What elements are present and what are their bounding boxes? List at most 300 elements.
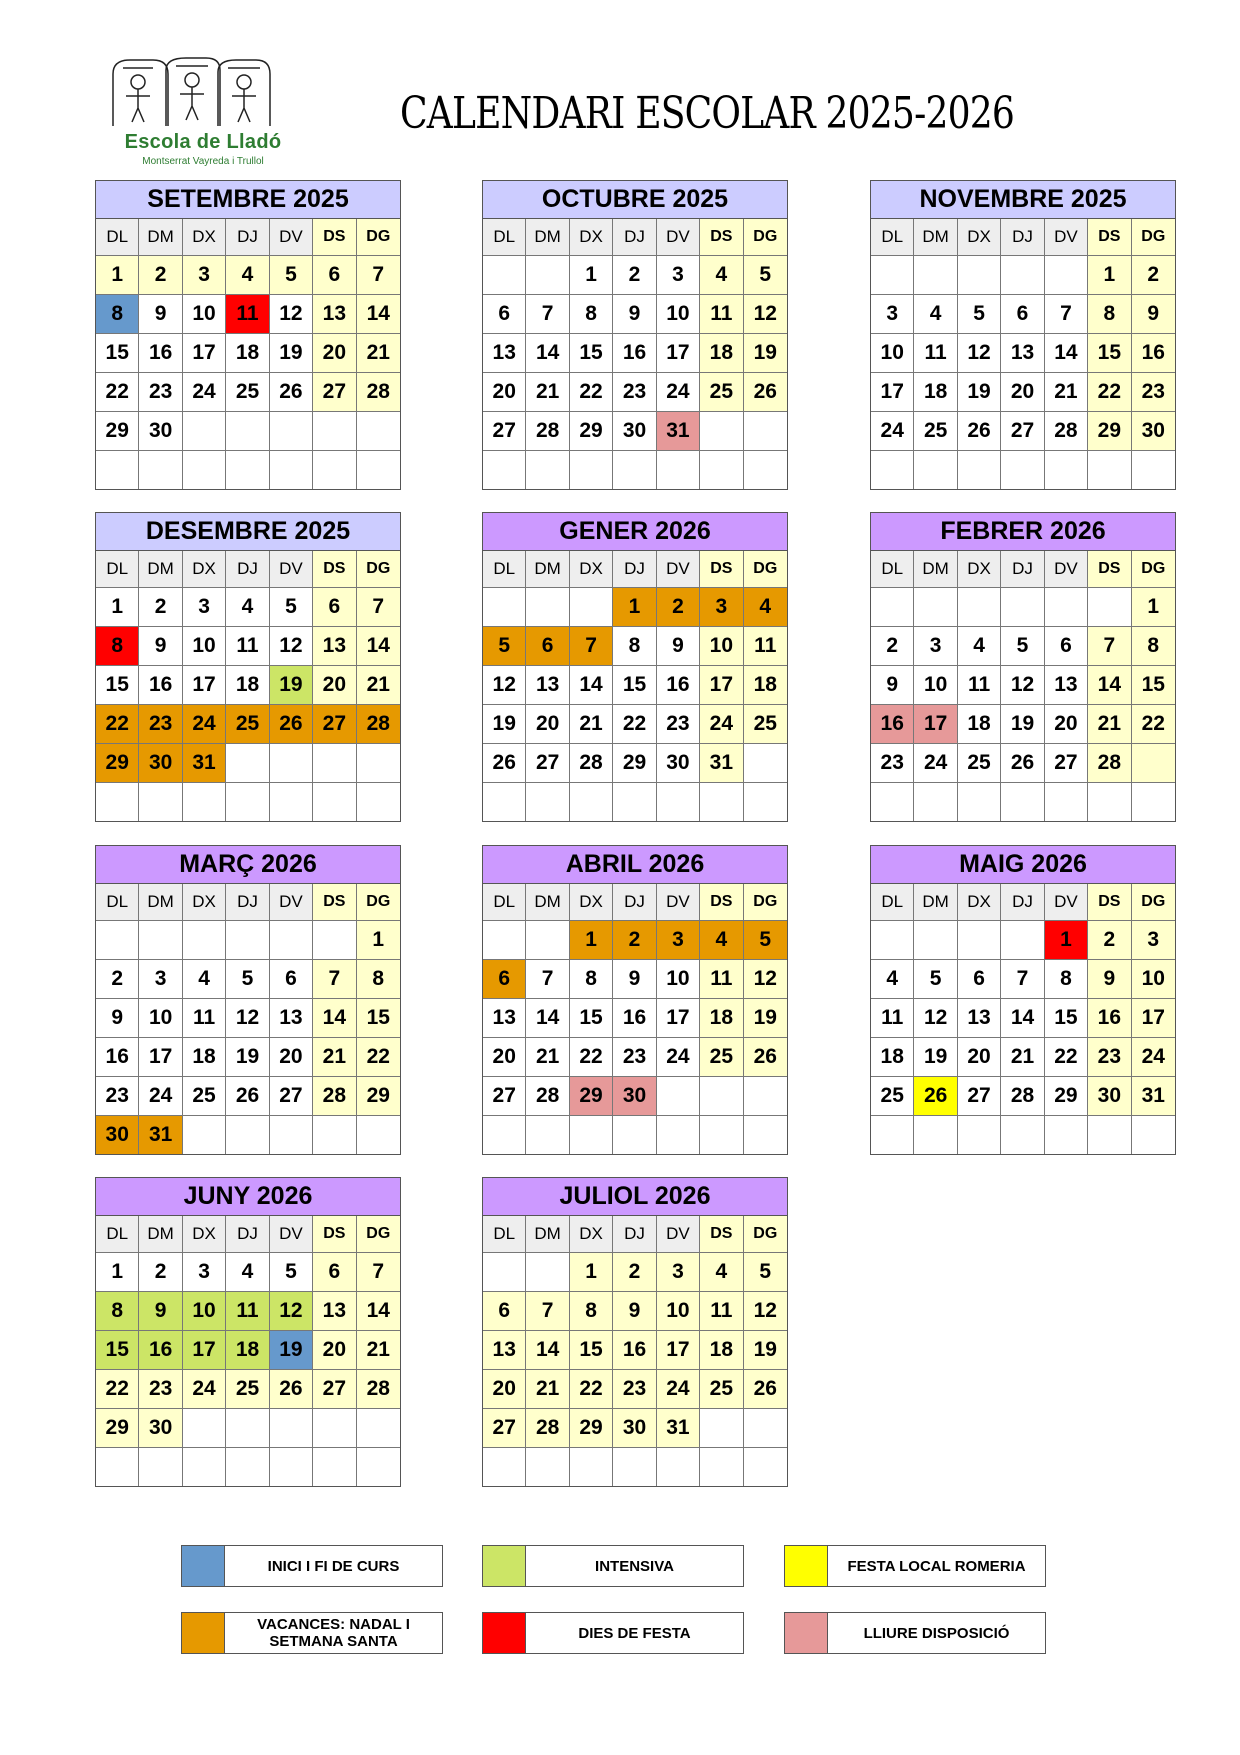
empty-cell bbox=[657, 1448, 700, 1486]
day-cell: 5 bbox=[914, 960, 957, 999]
empty-cell bbox=[1045, 1116, 1088, 1154]
day-cell: 18 bbox=[700, 1331, 743, 1370]
day-cell: 24 bbox=[657, 373, 700, 412]
day-cell: 11 bbox=[226, 627, 269, 666]
day-cell: 25 bbox=[958, 744, 1001, 783]
empty-cell bbox=[744, 744, 787, 783]
day-cell: 28 bbox=[313, 1077, 356, 1116]
day-cell: 6 bbox=[1045, 627, 1088, 666]
day-cell: 12 bbox=[270, 627, 313, 666]
empty-cell bbox=[270, 1409, 313, 1448]
day-cell: 18 bbox=[226, 334, 269, 373]
empty-cell bbox=[657, 1077, 700, 1116]
day-cell: 30 bbox=[613, 412, 656, 451]
day-cell: 23 bbox=[657, 705, 700, 744]
children-drawing-icon bbox=[108, 56, 278, 128]
empty-cell bbox=[871, 921, 914, 960]
day-cell: 16 bbox=[139, 1331, 182, 1370]
day-cell: 8 bbox=[1088, 295, 1131, 334]
empty-cell bbox=[1045, 256, 1088, 295]
day-cell: 21 bbox=[526, 373, 569, 412]
day-cell: 2 bbox=[139, 1253, 182, 1292]
empty-cell bbox=[1132, 1116, 1175, 1154]
weekday-header: DL bbox=[483, 884, 526, 921]
day-cell: 6 bbox=[483, 960, 526, 999]
day-cell: 5 bbox=[744, 1253, 787, 1292]
weekday-header: DJ bbox=[1001, 551, 1044, 588]
day-cell: 22 bbox=[1132, 705, 1175, 744]
day-cell: 19 bbox=[270, 666, 313, 705]
empty-cell bbox=[1045, 451, 1088, 489]
day-cell: 15 bbox=[96, 666, 139, 705]
weekday-header: DV bbox=[657, 1216, 700, 1253]
day-cell: 14 bbox=[526, 1331, 569, 1370]
day-cell: 18 bbox=[914, 373, 957, 412]
day-cell: 21 bbox=[357, 1331, 400, 1370]
empty-cell bbox=[483, 783, 526, 821]
day-cell: 15 bbox=[1132, 666, 1175, 705]
day-cell: 7 bbox=[357, 588, 400, 627]
legend-label: VACANCES: NADAL I SETMANA SANTA bbox=[257, 1616, 410, 1650]
empty-cell bbox=[657, 783, 700, 821]
day-cell: 24 bbox=[1132, 1038, 1175, 1077]
day-cell: 30 bbox=[613, 1077, 656, 1116]
month-calendar bbox=[870, 180, 1176, 490]
weekday-header: DJ bbox=[226, 219, 269, 256]
day-cell: 31 bbox=[139, 1116, 182, 1154]
day-cell: 19 bbox=[744, 1331, 787, 1370]
weekday-header: DX bbox=[183, 1216, 226, 1253]
weekday-header: DM bbox=[139, 551, 182, 588]
day-cell: 7 bbox=[526, 295, 569, 334]
day-cell: 3 bbox=[183, 256, 226, 295]
day-cell: 8 bbox=[96, 627, 139, 666]
day-cell: 29 bbox=[1088, 412, 1131, 451]
day-cell: 17 bbox=[1132, 999, 1175, 1038]
day-cell: 16 bbox=[613, 1331, 656, 1370]
empty-cell bbox=[958, 451, 1001, 489]
day-cell: 19 bbox=[958, 373, 1001, 412]
weekday-header: DL bbox=[483, 551, 526, 588]
day-cell: 25 bbox=[226, 1370, 269, 1409]
empty-cell bbox=[744, 783, 787, 821]
day-cell: 9 bbox=[871, 666, 914, 705]
day-cell: 19 bbox=[270, 1331, 313, 1370]
weekday-header: DS bbox=[1088, 551, 1131, 588]
day-cell: 9 bbox=[139, 1292, 182, 1331]
day-cell: 16 bbox=[613, 999, 656, 1038]
empty-cell bbox=[226, 783, 269, 821]
weekday-header: DS bbox=[313, 219, 356, 256]
day-cell: 22 bbox=[1045, 1038, 1088, 1077]
month-days-grid bbox=[871, 884, 1175, 1154]
day-cell: 14 bbox=[313, 999, 356, 1038]
day-cell: 12 bbox=[226, 999, 269, 1038]
day-cell: 13 bbox=[313, 627, 356, 666]
legend-item bbox=[181, 1612, 443, 1654]
day-cell: 13 bbox=[1045, 666, 1088, 705]
empty-cell bbox=[483, 1448, 526, 1486]
day-cell: 14 bbox=[1088, 666, 1131, 705]
empty-cell bbox=[313, 744, 356, 783]
page-title: CALENDARI ESCOLAR 2025-2026 bbox=[400, 88, 1014, 139]
day-cell: 22 bbox=[570, 373, 613, 412]
day-cell: 14 bbox=[526, 999, 569, 1038]
weekday-header: DJ bbox=[613, 219, 656, 256]
day-cell: 6 bbox=[483, 295, 526, 334]
weekday-header: DX bbox=[183, 884, 226, 921]
empty-cell bbox=[958, 256, 1001, 295]
month-calendar bbox=[482, 180, 788, 490]
empty-cell bbox=[183, 921, 226, 960]
empty-cell bbox=[570, 451, 613, 489]
empty-cell bbox=[526, 1116, 569, 1154]
day-cell: 10 bbox=[183, 1292, 226, 1331]
empty-cell bbox=[139, 783, 182, 821]
day-cell: 17 bbox=[700, 666, 743, 705]
day-cell: 1 bbox=[96, 588, 139, 627]
empty-cell bbox=[744, 1077, 787, 1116]
month-days-grid bbox=[96, 219, 400, 489]
weekday-header: DX bbox=[570, 551, 613, 588]
weekday-header: DX bbox=[570, 219, 613, 256]
empty-cell bbox=[96, 921, 139, 960]
day-cell: 23 bbox=[613, 1038, 656, 1077]
day-cell: 27 bbox=[1001, 412, 1044, 451]
empty-cell bbox=[613, 1116, 656, 1154]
day-cell: 28 bbox=[526, 412, 569, 451]
legend-label: FESTA LOCAL ROMERIA bbox=[847, 1557, 1026, 1575]
empty-cell bbox=[700, 1116, 743, 1154]
day-cell: 17 bbox=[657, 1331, 700, 1370]
day-cell: 12 bbox=[270, 295, 313, 334]
day-cell: 10 bbox=[657, 295, 700, 334]
day-cell: 27 bbox=[483, 1077, 526, 1116]
day-cell: 9 bbox=[139, 295, 182, 334]
day-cell: 6 bbox=[313, 256, 356, 295]
weekday-header: DX bbox=[570, 1216, 613, 1253]
day-cell: 1 bbox=[613, 588, 656, 627]
month-title: JULIOL 2026 bbox=[483, 1178, 787, 1216]
day-cell: 19 bbox=[1001, 705, 1044, 744]
month-title: FEBRER 2026 bbox=[871, 513, 1175, 551]
day-cell: 6 bbox=[483, 1292, 526, 1331]
empty-cell bbox=[700, 1077, 743, 1116]
weekday-header: DL bbox=[96, 551, 139, 588]
day-cell: 20 bbox=[483, 1370, 526, 1409]
day-cell: 4 bbox=[871, 960, 914, 999]
day-cell: 3 bbox=[1132, 921, 1175, 960]
day-cell: 9 bbox=[613, 960, 656, 999]
day-cell: 5 bbox=[958, 295, 1001, 334]
day-cell: 25 bbox=[914, 412, 957, 451]
day-cell: 12 bbox=[744, 960, 787, 999]
weekday-header: DS bbox=[1088, 219, 1131, 256]
day-cell: 13 bbox=[958, 999, 1001, 1038]
day-cell: 7 bbox=[526, 960, 569, 999]
day-cell: 29 bbox=[613, 744, 656, 783]
month-calendar bbox=[482, 512, 788, 822]
day-cell: 7 bbox=[1001, 960, 1044, 999]
empty-cell bbox=[526, 921, 569, 960]
day-cell: 26 bbox=[744, 373, 787, 412]
day-cell: 18 bbox=[226, 666, 269, 705]
day-cell: 15 bbox=[1088, 334, 1131, 373]
day-cell: 24 bbox=[914, 744, 957, 783]
empty-cell bbox=[270, 451, 313, 489]
day-cell: 26 bbox=[270, 1370, 313, 1409]
day-cell: 11 bbox=[226, 295, 269, 334]
empty-cell bbox=[226, 921, 269, 960]
empty-cell bbox=[183, 412, 226, 451]
day-cell: 24 bbox=[871, 412, 914, 451]
month-days-grid bbox=[483, 884, 787, 1154]
day-cell: 13 bbox=[526, 666, 569, 705]
day-cell: 21 bbox=[1088, 705, 1131, 744]
empty-cell bbox=[526, 1448, 569, 1486]
weekday-header: DG bbox=[357, 1216, 400, 1253]
day-cell: 2 bbox=[1132, 256, 1175, 295]
empty-cell bbox=[958, 783, 1001, 821]
day-cell: 8 bbox=[613, 627, 656, 666]
day-cell: 28 bbox=[1088, 744, 1131, 783]
weekday-header: DG bbox=[744, 219, 787, 256]
day-cell: 3 bbox=[871, 295, 914, 334]
day-cell: 17 bbox=[871, 373, 914, 412]
day-cell: 29 bbox=[96, 744, 139, 783]
day-cell: 8 bbox=[357, 960, 400, 999]
day-cell: 1 bbox=[570, 1253, 613, 1292]
day-cell: 4 bbox=[226, 588, 269, 627]
day-cell: 18 bbox=[958, 705, 1001, 744]
day-cell: 9 bbox=[613, 1292, 656, 1331]
day-cell: 22 bbox=[570, 1038, 613, 1077]
day-cell: 4 bbox=[700, 256, 743, 295]
empty-cell bbox=[526, 588, 569, 627]
day-cell: 15 bbox=[96, 334, 139, 373]
weekday-header: DV bbox=[270, 551, 313, 588]
weekday-header: DJ bbox=[226, 1216, 269, 1253]
day-cell: 25 bbox=[700, 1370, 743, 1409]
month-days-grid bbox=[483, 1216, 787, 1486]
weekday-header: DG bbox=[357, 551, 400, 588]
empty-cell bbox=[1132, 783, 1175, 821]
weekday-header: DJ bbox=[226, 551, 269, 588]
day-cell: 20 bbox=[270, 1038, 313, 1077]
day-cell: 14 bbox=[1001, 999, 1044, 1038]
empty-cell bbox=[914, 451, 957, 489]
day-cell: 10 bbox=[657, 1292, 700, 1331]
empty-cell bbox=[914, 1116, 957, 1154]
day-cell: 7 bbox=[357, 256, 400, 295]
day-cell: 26 bbox=[958, 412, 1001, 451]
day-cell: 28 bbox=[357, 1370, 400, 1409]
empty-cell bbox=[357, 1448, 400, 1486]
weekday-header: DM bbox=[526, 551, 569, 588]
month-calendar bbox=[95, 1177, 401, 1487]
empty-cell bbox=[914, 783, 957, 821]
day-cell: 2 bbox=[96, 960, 139, 999]
day-cell: 24 bbox=[183, 705, 226, 744]
empty-cell bbox=[96, 1448, 139, 1486]
weekday-header: DG bbox=[357, 219, 400, 256]
legend-label: LLIURE DISPOSICIÓ bbox=[863, 1624, 1010, 1642]
day-cell: 9 bbox=[1088, 960, 1131, 999]
day-cell: 15 bbox=[570, 334, 613, 373]
day-cell: 10 bbox=[657, 960, 700, 999]
weekday-header: DJ bbox=[613, 884, 656, 921]
day-cell: 25 bbox=[700, 373, 743, 412]
day-cell: 7 bbox=[313, 960, 356, 999]
day-cell: 24 bbox=[139, 1077, 182, 1116]
empty-cell bbox=[183, 1448, 226, 1486]
day-cell: 24 bbox=[657, 1038, 700, 1077]
month-title: MAIG 2026 bbox=[871, 846, 1175, 884]
legend-item bbox=[482, 1612, 744, 1654]
day-cell: 12 bbox=[744, 295, 787, 334]
day-cell: 18 bbox=[183, 1038, 226, 1077]
day-cell: 21 bbox=[1045, 373, 1088, 412]
empty-cell bbox=[526, 783, 569, 821]
day-cell: 9 bbox=[613, 295, 656, 334]
day-cell: 29 bbox=[96, 412, 139, 451]
weekday-header: DG bbox=[1132, 551, 1175, 588]
day-cell: 22 bbox=[570, 1370, 613, 1409]
day-cell: 8 bbox=[1045, 960, 1088, 999]
month-calendar bbox=[95, 845, 401, 1155]
day-cell: 12 bbox=[958, 334, 1001, 373]
weekday-header: DX bbox=[958, 884, 1001, 921]
empty-cell bbox=[700, 451, 743, 489]
weekday-header: DM bbox=[914, 551, 957, 588]
day-cell: 16 bbox=[657, 666, 700, 705]
day-cell: 21 bbox=[357, 666, 400, 705]
day-cell: 28 bbox=[1045, 412, 1088, 451]
day-cell: 11 bbox=[914, 334, 957, 373]
day-cell: 5 bbox=[226, 960, 269, 999]
day-cell: 1 bbox=[1045, 921, 1088, 960]
empty-cell bbox=[526, 1253, 569, 1292]
day-cell: 10 bbox=[914, 666, 957, 705]
weekday-header: DV bbox=[657, 551, 700, 588]
month-calendar bbox=[482, 845, 788, 1155]
day-cell: 19 bbox=[744, 334, 787, 373]
day-cell: 14 bbox=[357, 1292, 400, 1331]
day-cell: 10 bbox=[871, 334, 914, 373]
empty-cell bbox=[1132, 451, 1175, 489]
day-cell: 18 bbox=[226, 1331, 269, 1370]
day-cell: 20 bbox=[1001, 373, 1044, 412]
empty-cell bbox=[613, 1448, 656, 1486]
day-cell: 4 bbox=[226, 256, 269, 295]
day-cell: 11 bbox=[744, 627, 787, 666]
day-cell: 1 bbox=[96, 1253, 139, 1292]
day-cell: 13 bbox=[313, 295, 356, 334]
day-cell: 30 bbox=[139, 1409, 182, 1448]
empty-cell bbox=[313, 1409, 356, 1448]
day-cell: 6 bbox=[270, 960, 313, 999]
empty-cell bbox=[657, 451, 700, 489]
day-cell: 21 bbox=[570, 705, 613, 744]
day-cell: 23 bbox=[139, 1370, 182, 1409]
empty-cell bbox=[483, 921, 526, 960]
day-cell: 15 bbox=[96, 1331, 139, 1370]
day-cell: 2 bbox=[871, 627, 914, 666]
day-cell: 29 bbox=[570, 1077, 613, 1116]
empty-cell bbox=[357, 1409, 400, 1448]
empty-cell bbox=[1001, 783, 1044, 821]
day-cell: 6 bbox=[526, 627, 569, 666]
weekday-header: DS bbox=[313, 551, 356, 588]
day-cell: 13 bbox=[270, 999, 313, 1038]
weekday-header: DL bbox=[483, 1216, 526, 1253]
day-cell: 29 bbox=[570, 1409, 613, 1448]
empty-cell bbox=[183, 783, 226, 821]
empty-cell bbox=[700, 1409, 743, 1448]
day-cell: 5 bbox=[1001, 627, 1044, 666]
weekday-header: DG bbox=[744, 1216, 787, 1253]
weekday-header: DL bbox=[96, 884, 139, 921]
day-cell: 5 bbox=[270, 1253, 313, 1292]
day-cell: 10 bbox=[139, 999, 182, 1038]
day-cell: 3 bbox=[700, 588, 743, 627]
day-cell: 3 bbox=[183, 588, 226, 627]
empty-cell bbox=[183, 1116, 226, 1154]
day-cell: 31 bbox=[183, 744, 226, 783]
month-title: JUNY 2026 bbox=[96, 1178, 400, 1216]
empty-cell bbox=[270, 744, 313, 783]
day-cell: 16 bbox=[613, 334, 656, 373]
day-cell: 30 bbox=[613, 1409, 656, 1448]
day-cell: 10 bbox=[183, 295, 226, 334]
weekday-header: DV bbox=[270, 1216, 313, 1253]
day-cell: 23 bbox=[96, 1077, 139, 1116]
day-cell: 31 bbox=[1132, 1077, 1175, 1116]
day-cell: 10 bbox=[1132, 960, 1175, 999]
day-cell: 15 bbox=[570, 999, 613, 1038]
day-cell: 27 bbox=[313, 1370, 356, 1409]
day-cell: 31 bbox=[657, 412, 700, 451]
day-cell: 28 bbox=[357, 705, 400, 744]
empty-cell bbox=[1001, 921, 1044, 960]
day-cell: 26 bbox=[270, 705, 313, 744]
weekday-header: DX bbox=[958, 219, 1001, 256]
day-cell: 4 bbox=[700, 921, 743, 960]
weekday-header: DL bbox=[96, 219, 139, 256]
school-name: Escola de Lladó bbox=[124, 131, 282, 153]
day-cell: 5 bbox=[270, 588, 313, 627]
day-cell: 12 bbox=[914, 999, 957, 1038]
month-calendar bbox=[870, 845, 1176, 1155]
day-cell: 13 bbox=[1001, 334, 1044, 373]
weekday-header: DL bbox=[871, 551, 914, 588]
day-cell: 1 bbox=[570, 921, 613, 960]
empty-cell bbox=[700, 783, 743, 821]
day-cell: 23 bbox=[139, 373, 182, 412]
legend-swatch bbox=[182, 1546, 225, 1586]
day-cell: 7 bbox=[526, 1292, 569, 1331]
day-cell: 14 bbox=[1045, 334, 1088, 373]
month-days-grid bbox=[96, 1216, 400, 1486]
empty-cell bbox=[1045, 783, 1088, 821]
weekday-header: DX bbox=[958, 551, 1001, 588]
empty-cell bbox=[139, 451, 182, 489]
day-cell: 30 bbox=[1088, 1077, 1131, 1116]
day-cell: 30 bbox=[657, 744, 700, 783]
day-cell: 28 bbox=[1001, 1077, 1044, 1116]
day-cell: 13 bbox=[483, 999, 526, 1038]
day-cell: 17 bbox=[914, 705, 957, 744]
